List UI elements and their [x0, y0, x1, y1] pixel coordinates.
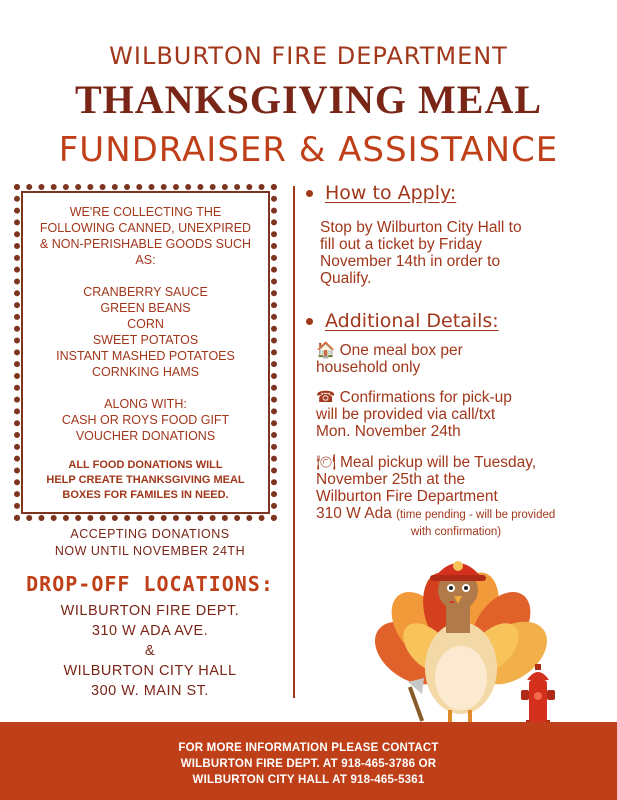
footer-line: FOR MORE INFORMATION PLEASE CONTACT — [178, 742, 439, 754]
collect-along-line: VOUCHER DONATIONS — [75, 429, 216, 443]
detail-pickup — [316, 454, 616, 541]
collect-item: CRANBERRY SAUCE — [83, 285, 208, 299]
phone-icon: ☎ — [316, 389, 336, 406]
collect-note-line: HELP CREATE THANKSGIVING MEAL — [46, 474, 245, 486]
pickup-note: (time pending - will be provided — [396, 509, 556, 521]
dropoff-line: WILBURTON CITY HALL — [63, 663, 237, 679]
collect-item: INSTANT MASHED POTATOES — [56, 349, 235, 363]
bullet-icon — [306, 318, 313, 325]
details-heading: Additional Details: — [306, 310, 606, 332]
fire-hydrant-illustration — [518, 660, 558, 728]
collect-along-line: ALONG WITH: — [104, 397, 187, 411]
details-section — [306, 310, 606, 332]
dropoff-line: 300 W. MAIN ST. — [91, 683, 209, 699]
pickup-note: with confirmation) — [411, 526, 502, 538]
collect-intro-line: AS: — [135, 253, 156, 267]
detail-confirmations — [316, 389, 616, 440]
collect-intro-line: & NON-PERISHABLE GOODS SUCH — [39, 237, 252, 251]
bullet-icon — [306, 190, 313, 197]
apply-section — [306, 182, 606, 204]
detail-line: Wilburton Fire Department — [316, 488, 498, 505]
dropoff-locations — [14, 601, 286, 701]
footer-line: WILBURTON CITY HALL AT 918-465-5361 — [192, 774, 425, 786]
apply-line: fill out a ticket by Friday — [320, 236, 482, 253]
collect-intro-line: FOLLOWING CANNED, UNEXPIRED — [39, 221, 252, 235]
plate-icon: 🍽 — [316, 454, 336, 471]
collect-along — [30, 396, 261, 444]
dropoff-line: 310 W ADA AVE. — [91, 623, 209, 639]
collect-intro — [30, 204, 261, 268]
detail-household — [316, 342, 616, 376]
donation-list-box — [14, 184, 277, 521]
collect-item: CORN — [127, 317, 164, 331]
column-divider — [293, 186, 295, 698]
page-subtitle: FUNDRAISER & ASSISTANCE — [58, 130, 559, 170]
detail-line: 310 W Ada — [316, 505, 392, 522]
accepting-line: NOW UNTIL NOVEMBER 24TH — [54, 544, 246, 558]
detail-line: household only — [316, 359, 421, 376]
dropoff-line: & — [144, 643, 156, 659]
apply-line: November 14th in order to — [320, 253, 501, 270]
collect-note — [30, 458, 261, 503]
collect-item: SWEET POTATOS — [92, 333, 199, 347]
collect-intro-line: WE'RE COLLECTING THE — [69, 205, 222, 219]
collect-item: GREEN BEANS — [100, 301, 191, 315]
detail-line: will be provided via call/txt — [316, 406, 496, 423]
apply-text — [320, 219, 617, 287]
detail-line: November 25th at the — [316, 471, 466, 488]
accepting-donations — [14, 526, 286, 560]
detail-line: Mon. November 24th — [316, 423, 461, 440]
detail-line: One meal box per — [339, 342, 463, 359]
footer-line: WILBURTON FIRE DEPT. AT 918-465-3786 OR — [180, 758, 437, 770]
apply-heading: How to Apply: — [306, 182, 606, 204]
dropoff-line: WILBURTON FIRE DEPT. — [60, 603, 240, 619]
detail-line: Meal pickup will be Tuesday, — [340, 454, 537, 471]
dropoff-heading: DROP-OFF LOCATIONS: — [26, 572, 274, 596]
collect-note-line: ALL FOOD DONATIONS WILL — [68, 459, 223, 471]
contact-footer — [0, 722, 617, 800]
apply-line: Qualify. — [320, 270, 372, 287]
collect-along-line: CASH OR ROYS FOOD GIFT — [61, 413, 230, 427]
house-icon: 🏠 — [316, 342, 336, 359]
collect-items — [30, 284, 261, 380]
collect-item: CORNKING HAMS — [92, 365, 199, 379]
detail-line: Confirmations for pick-up — [339, 389, 512, 406]
collect-note-line: BOXES FOR FAMILES IN NEED. — [62, 489, 229, 501]
organization-name: WILBURTON FIRE DEPARTMENT — [109, 42, 508, 70]
apply-line: Stop by Wilburton City Hall to — [320, 219, 522, 236]
page-title: THANKSGIVING MEAL — [74, 77, 543, 122]
accepting-line: ACCEPTING DONATIONS — [70, 527, 230, 541]
